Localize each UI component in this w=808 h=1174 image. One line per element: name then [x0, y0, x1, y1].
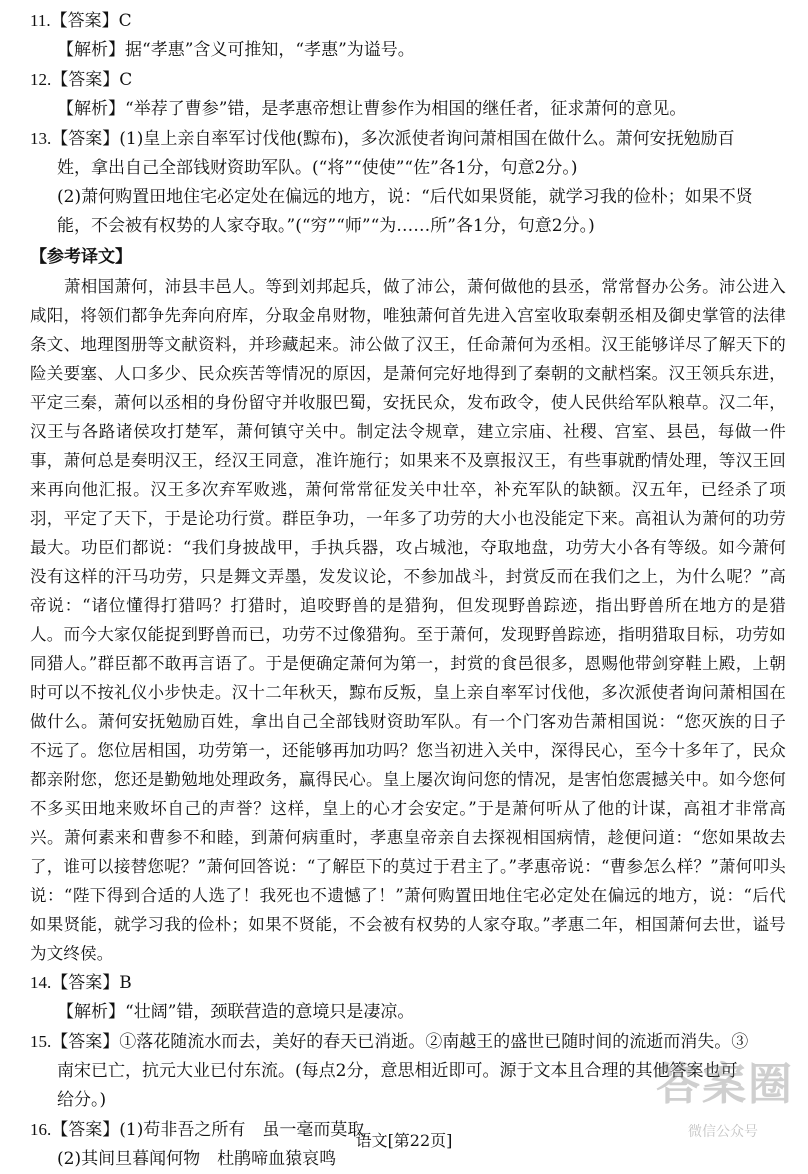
q13-number: 13. — [30, 129, 52, 148]
question-11 — [30, 6, 786, 65]
q12-number: 12. — [30, 70, 52, 89]
q16-answer-line-2: (2)其间旦暮闻何物 杜鹃啼血猿哀鸣 — [57, 1149, 337, 1169]
q15-answer-line-1 — [30, 1027, 786, 1057]
question-14 — [30, 968, 786, 1027]
q14-analysis: 【解析】“壮阔”错，颈联营造的意境只是凄凉。 — [57, 1002, 415, 1022]
q11-analysis: 【解析】据“孝惠”含义可推知，“孝惠”为谥号。 — [57, 40, 415, 60]
watermark-main-text: 答案圈 — [656, 1059, 794, 1110]
q12-analysis: 【解析】“举荐了曹参”错，是孝惠帝想让曹参作为相国的继任者，征求萧何的意见。 — [57, 99, 687, 119]
watermark-sub-text: 微信公众号 — [688, 1124, 758, 1140]
q12-answer-line — [30, 65, 786, 95]
q15-answer-line-3: 给分。) — [57, 1090, 107, 1110]
q13-answer-line-1 — [30, 124, 786, 154]
q11-answer: 【答案】C — [50, 11, 132, 31]
q13-answer-line-4: 能，不会被有权势的人家夺取。”(“穷”“师”“为……所”各1分，句意2分。) — [57, 216, 595, 236]
q14-number: 14. — [30, 973, 52, 992]
q16-number: 16. — [30, 1120, 52, 1139]
q13-answer-line-2: 姓，拿出自己全部钱财资助军队。(“将”“使使”“佐”各1分，句意2分。) — [57, 158, 578, 178]
translation-heading: 【参考译文】 — [30, 247, 132, 267]
question-13 — [30, 124, 786, 241]
q14-answer: 【答案】B — [51, 973, 132, 993]
page-footer: 语文[第22页] — [355, 1131, 453, 1150]
q15-answer-line-2: 南宋已亡，抗元大业已付东流。(每点2分，意思相近即可。源于文本且合理的其他答案也可 — [57, 1061, 738, 1081]
q16-answer-text-1: 【答案】(1)苟非吾之所有 虽一毫而莫取 — [51, 1120, 365, 1140]
q13-answer-text-1: 【答案】(1)皇上亲自率军讨伐他(黥布)，多次派使者询问萧相国在做什么。萧何安抚勉励百 — [51, 129, 735, 149]
q11-answer-line — [30, 6, 786, 36]
q13-answer-line-3: (2)萧何购置田地住宅必定处在偏远的地方，说：“后代如果贤能，就学习我的俭朴；如果不贤 — [57, 187, 753, 207]
translation-text: 萧相国萧何，沛县丰邑人。等到刘邦起兵，做了沛公，萧何做他的县丞，常常督办公务。沛公进入咸阳，将领们都争先奔向府库，分取金帛财物，唯独萧何首先进入宫室收取秦朝丞相及御史掌管的法律条文、地理图册等文献资料，并珍藏起来。沛公做了汉王，任命萧何为丞相。汉王能够详尽了解天下的险关要塞、人口多少、民众疾苦等情况的原因，是萧何完好地得到了秦朝的文献档案。汉王领兵东进，平定三秦，萧何以丞相的身份留守并收服巴蜀，安抚民众，发布政令，使人民供给军队粮草。汉二年，汉王与各路诸侯攻打楚军，萧何镇守关中。制定法令规章，建立宗庙、社稷、宫室、县邑，每做一件事，萧何总是奏明汉王，经汉王同意，准许施行；如果来不及禀报汉王，有些事就酌情处理，等汉王回来再向他汇报。汉王多次弃军败逃，萧何常常征发关中壮卒，补充军队的缺额。汉五年，已经杀了项羽，平定了天下，于是论功行赏。群臣争功，一年多了功劳的大小也没能定下来。高祖认为萧何的功劳最大。功臣们都说：“我们身披战甲，手执兵器，攻占城池，夺取地盘，功劳大小各有等级。如今萧何没有这样的汗马功劳，只是舞文弄墨，发发议论，不参加战斗，封赏反而在我们之上，为什么呢？”高帝说：“诸位懂得打猎吗？打猎时，追咬野兽的是猎狗，但发现野兽踪迹，指出野兽所在地方的是猎人。而今大家仅能捉到野兽而已，功劳不过像猎狗。至于萧何，发现野兽踪迹，指明猎取目标，功劳如同猎人。”群臣都不敢再言语了。于是便确定萧何为第一，封赏的食邑很多，恩赐他带剑穿鞋上殿，上朝时可以不按礼仪小步快走。汉十二年秋天，黥布反叛，皇上亲自率军讨伐他，多次派使者询问萧相国在做什么。萧何安抚勉励百姓，拿出自己全部钱财资助军队。有一个门客劝告萧相国说：“您灭族的日子不远了。您位居相国，功劳第一，还能够再加功吗？您当初进入关中，深得民心，至今十多年了，民众都亲附您，您还是勤勉地处理政务，赢得民心。皇上屡次询问您的情况，是害怕您震撼关中。如今您何不多买田地来败坏自己的声誉？这样，皇上的心才会安定。”于是萧何听从了他的计谋，高祖才非常高兴。萧何素来和曹参不和睦，到萧何病重时，孝惠皇帝亲自去探视相国病情，趁便问道：“您如果故去了，谁可以接替您呢？”萧何回答说：“了解臣下的莫过于君主了。”孝惠帝说：“曹参怎么样？”萧何叩头说：“陛下得到合适的人选了！我死也不遗憾了！”萧何购置田地住宅必定处在偏远的地方，说：“后代如果贤能，就学习我的俭朴；如果不贤能，不会被有权势的人家夺取。”孝惠二年，相国萧何去世，谥号为文终侯。 — [30, 277, 786, 963]
q14-answer-line — [30, 968, 786, 998]
q15-answer-text-1: 【答案】①落花随流水而去，美好的春天已消逝。②南越王的盛世已随时间的流逝而消失。③ — [51, 1032, 749, 1052]
reference-translation — [30, 243, 786, 968]
q11-number: 11. — [30, 11, 51, 30]
q12-answer: 【答案】C — [51, 70, 133, 90]
answer-content — [30, 6, 786, 1174]
question-12 — [30, 65, 786, 124]
q15-number: 15. — [30, 1032, 52, 1051]
